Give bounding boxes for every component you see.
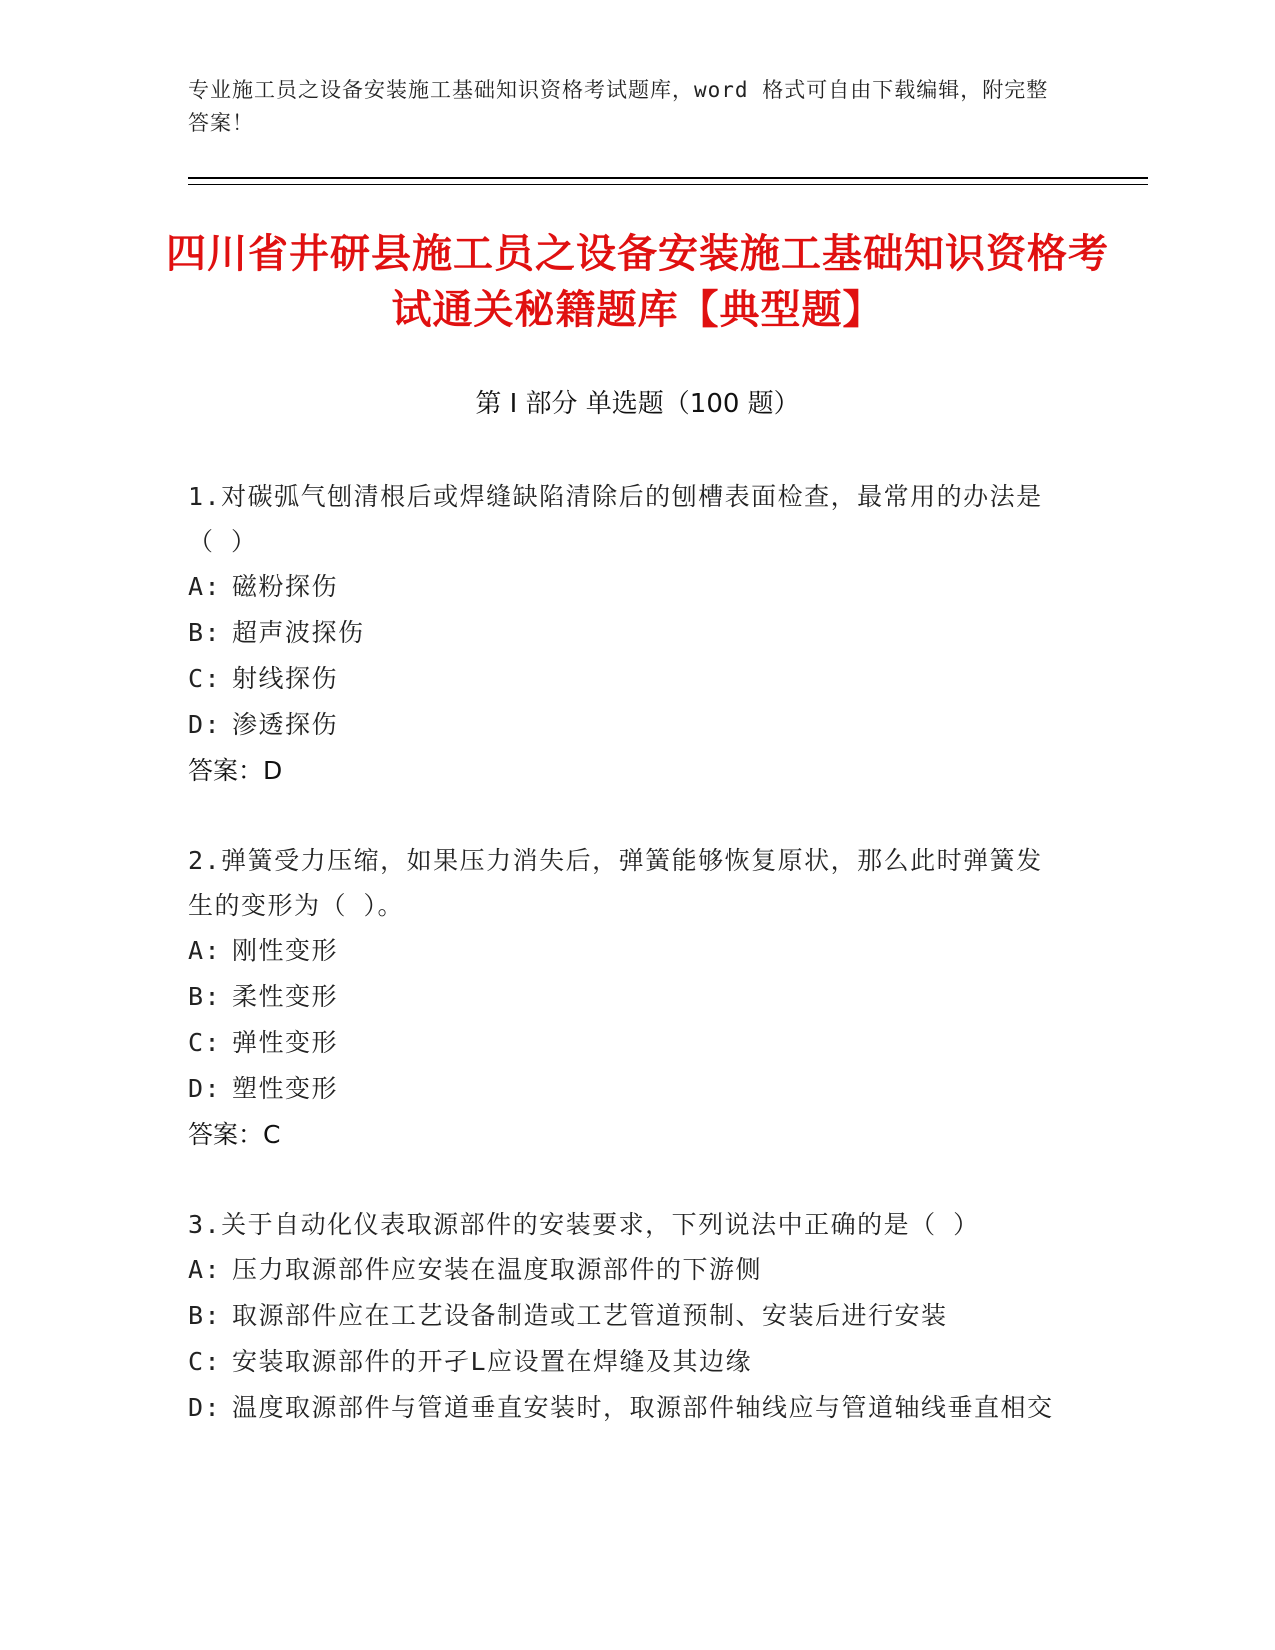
header-divider-thin (188, 184, 1148, 185)
document-title: 四川省井研县施工员之设备安装施工基础知识资格考试通关秘籍题库【典型题】 (166, 231, 1109, 333)
question-answer: 答案：D (188, 756, 283, 785)
option-d (188, 1385, 1068, 1431)
question-answer: 答案：C (188, 1120, 281, 1149)
option-text: 柔性变形 (232, 982, 339, 1011)
option-letter: C: (188, 1347, 222, 1376)
option-b (188, 974, 1068, 1020)
option-text: 射线探伤 (232, 664, 339, 693)
option-letter: B: (188, 982, 222, 1011)
option-a (188, 564, 1068, 610)
option-text: 温度取源部件与管道垂直安装时，取源部件轴线应与管道轴线垂直相交 (232, 1393, 1054, 1422)
option-letter: C: (188, 664, 222, 693)
option-letter: A: (188, 572, 222, 601)
option-letter: A: (188, 1255, 222, 1284)
question-3 (188, 1202, 1068, 1431)
option-text: 安装取源部件的开孑L应设置在焊缝及其边缘 (232, 1347, 753, 1376)
header-note: 专业施工员之设备安装施工基础知识资格考试题库，word 格式可自由下载编辑，附完整答案！ (188, 78, 1049, 135)
option-text: 刚性变形 (232, 936, 339, 965)
option-letter: D: (188, 1074, 222, 1103)
option-text: 磁粉探伤 (232, 572, 339, 601)
option-a (188, 1247, 1068, 1293)
question-stem: 2.弹簧受力压缩，如果压力消失后，弹簧能够恢复原状，那么此时弹簧发生的变形为（ ）。 (188, 846, 1043, 920)
question-2 (188, 838, 1068, 1158)
question-list (188, 474, 1068, 1475)
option-text: 渗透探伤 (232, 710, 339, 739)
option-text: 弹性变形 (232, 1028, 339, 1057)
question-1 (188, 474, 1068, 794)
option-letter: B: (188, 618, 222, 647)
option-a (188, 928, 1068, 974)
option-letter: C: (188, 1028, 222, 1057)
option-d (188, 1066, 1068, 1112)
option-b (188, 610, 1068, 656)
option-letter: D: (188, 1393, 222, 1422)
option-c (188, 1020, 1068, 1066)
option-c (188, 656, 1068, 702)
question-stem: 1.对碳弧气刨清根后或焊缝缺陷清除后的刨槽表面检查，最常用的办法是（ ） (188, 482, 1043, 556)
header-divider-thick (188, 177, 1148, 179)
option-text: 压力取源部件应安装在温度取源部件的下游侧 (232, 1255, 763, 1284)
option-letter: D: (188, 710, 222, 739)
option-text: 取源部件应在工艺设备制造或工艺管道预制、安装后进行安装 (232, 1301, 948, 1330)
option-text: 超声波探伤 (232, 618, 365, 647)
option-letter: B: (188, 1301, 222, 1330)
option-d (188, 702, 1068, 748)
option-text: 塑性变形 (232, 1074, 339, 1103)
option-b (188, 1293, 1068, 1339)
question-stem: 3.关于自动化仪表取源部件的安装要求，下列说法中正确的是（ ） (188, 1210, 980, 1239)
option-c (188, 1339, 1068, 1385)
option-letter: A: (188, 936, 222, 965)
section-title: 第 I 部分 单选题（100 题） (475, 389, 800, 419)
